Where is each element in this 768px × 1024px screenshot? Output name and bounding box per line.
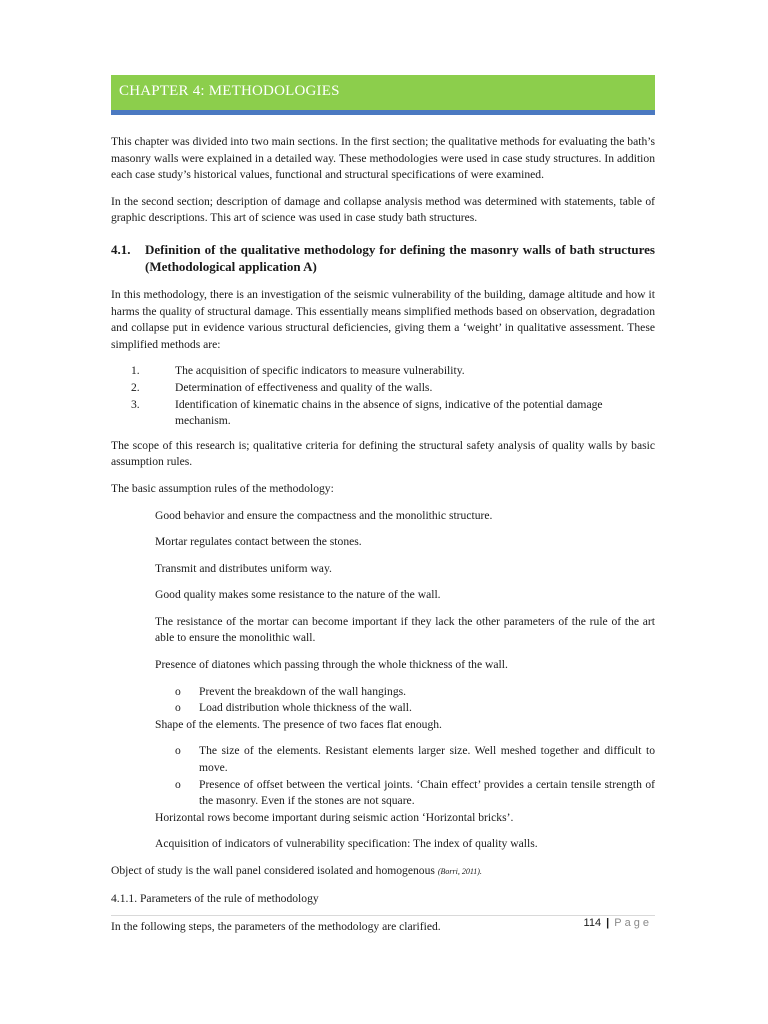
rule-item: Horizontal rows become important during seismic action ‘Horizontal bricks’. — [155, 810, 514, 824]
sub-rule-item — [175, 684, 655, 701]
rules-intro: The basic assumption rules of the methodology: — [111, 481, 334, 495]
intro-paragraph-1: This chapter was divided into two main sections. In the first section; the qualitative methods for evaluating the bath’s masonry walls were explained in a detailed way. These methodologies were used in case study structures. In addition each case study’s historical values, functional and structural specifications of were examined. — [111, 135, 655, 182]
section-title: Definition of the qualitative methodology for defining the masonry walls of bath structures (Methodological application A) — [145, 241, 655, 274]
scope-paragraph: The scope of this research is; qualitative criteria for defining the structural safety analysis of quality walls by basic assumption rules. — [111, 438, 655, 469]
rule-item: Good behavior and ensure the compactness and the monolithic structure. — [155, 508, 493, 522]
citation: (Borri, 2011). — [437, 867, 482, 876]
rule-item: Mortar regulates contact between the stones. — [155, 535, 362, 549]
sub-rule-item — [175, 743, 655, 776]
list-item-text: Identification of kinematic chains in the absence of signs, indicative of the potential damage mechanism. — [175, 397, 603, 428]
subsection-heading: 4.1.1. Parameters of the rule of methodology — [111, 891, 319, 905]
section-paragraph: In this methodology, there is an investigation of the seismic vulnerability of the building, damage altitude and how it harms the quality of structural damage. This essentially means simplified methods based on observation, degradation and collapse put in evidence various structural deficiencies, giving them a ‘weight’ in qualitative assessment. These simplified methods are: — [111, 287, 655, 351]
list-item — [111, 380, 655, 397]
list-item-text: The acquisition of specific indicators to measure vulnerability. — [175, 364, 465, 378]
page-footer — [584, 917, 652, 929]
rule-item: Good quality makes some resistance to the nature of the wall. — [155, 588, 441, 602]
list-item — [111, 397, 655, 430]
footer-separator: | — [606, 917, 610, 929]
chapter-title: CHAPTER 4: METHODOLOGIES — [119, 83, 340, 99]
rule-item: Acquisition of indicators of vulnerability specification: The index of quality walls. — [155, 837, 538, 851]
sub-rule-text: The size of the elements. Resistant elements larger size. Well meshed together and difficult to move. — [199, 744, 655, 775]
page-number: 114 — [583, 917, 602, 929]
sub-rule-text: Load distribution whole thickness of the wall. — [199, 701, 412, 715]
page-content — [111, 134, 655, 946]
sub-rule-item — [175, 700, 655, 717]
list-item — [111, 363, 655, 380]
list-item-number: 3. — [131, 397, 140, 411]
object-paragraph — [111, 863, 655, 881]
intro-paragraph-2: In the second section; description of damage and collapse analysis method was determined with statements, table of graphic descriptions. This art of science was used in case study bath structures. — [111, 194, 655, 225]
page-word: Page — [614, 917, 652, 929]
rule-item: The resistance of the mortar can become important if they lack the other parameters of the rule of the art able to ensure the monolithic wall. — [155, 614, 655, 645]
section-heading — [111, 241, 655, 275]
circle-bullet-icon: o — [175, 777, 181, 791]
rule-item: Presence of diatones which passing through the whole thickness of the wall. — [155, 658, 508, 672]
methods-list — [111, 363, 655, 429]
circle-bullet-icon: o — [175, 684, 181, 698]
rule-item: Shape of the elements. The presence of two faces flat enough. — [155, 717, 442, 731]
object-text: Object of study is the wall panel considered isolated and homogenous — [111, 864, 435, 877]
list-item-number: 2. — [131, 380, 140, 394]
sub-rule-text: Prevent the breakdown of the wall hangings. — [199, 684, 407, 698]
circle-bullet-icon: o — [175, 701, 181, 715]
rules-list — [155, 508, 655, 854]
circle-bullet-icon: o — [175, 744, 181, 758]
sub-rule-text: Presence of offset between the vertical joints. ‘Chain effect’ provides a certain tensile strength of the masonry. Even if the stones are not square. — [199, 777, 655, 808]
section-number: 4.1. — [111, 241, 131, 257]
rule-item: Transmit and distributes uniform way. — [155, 561, 332, 575]
footer-divider — [111, 915, 655, 916]
chapter-underbar — [111, 110, 655, 115]
list-item-number: 1. — [131, 364, 140, 378]
list-item-text: Determination of effectiveness and quality of the walls. — [175, 380, 433, 394]
closing-paragraph: In the following steps, the parameters of the methodology are clarified. — [111, 920, 441, 934]
sub-rule-item — [175, 777, 655, 810]
chapter-banner — [111, 75, 655, 110]
